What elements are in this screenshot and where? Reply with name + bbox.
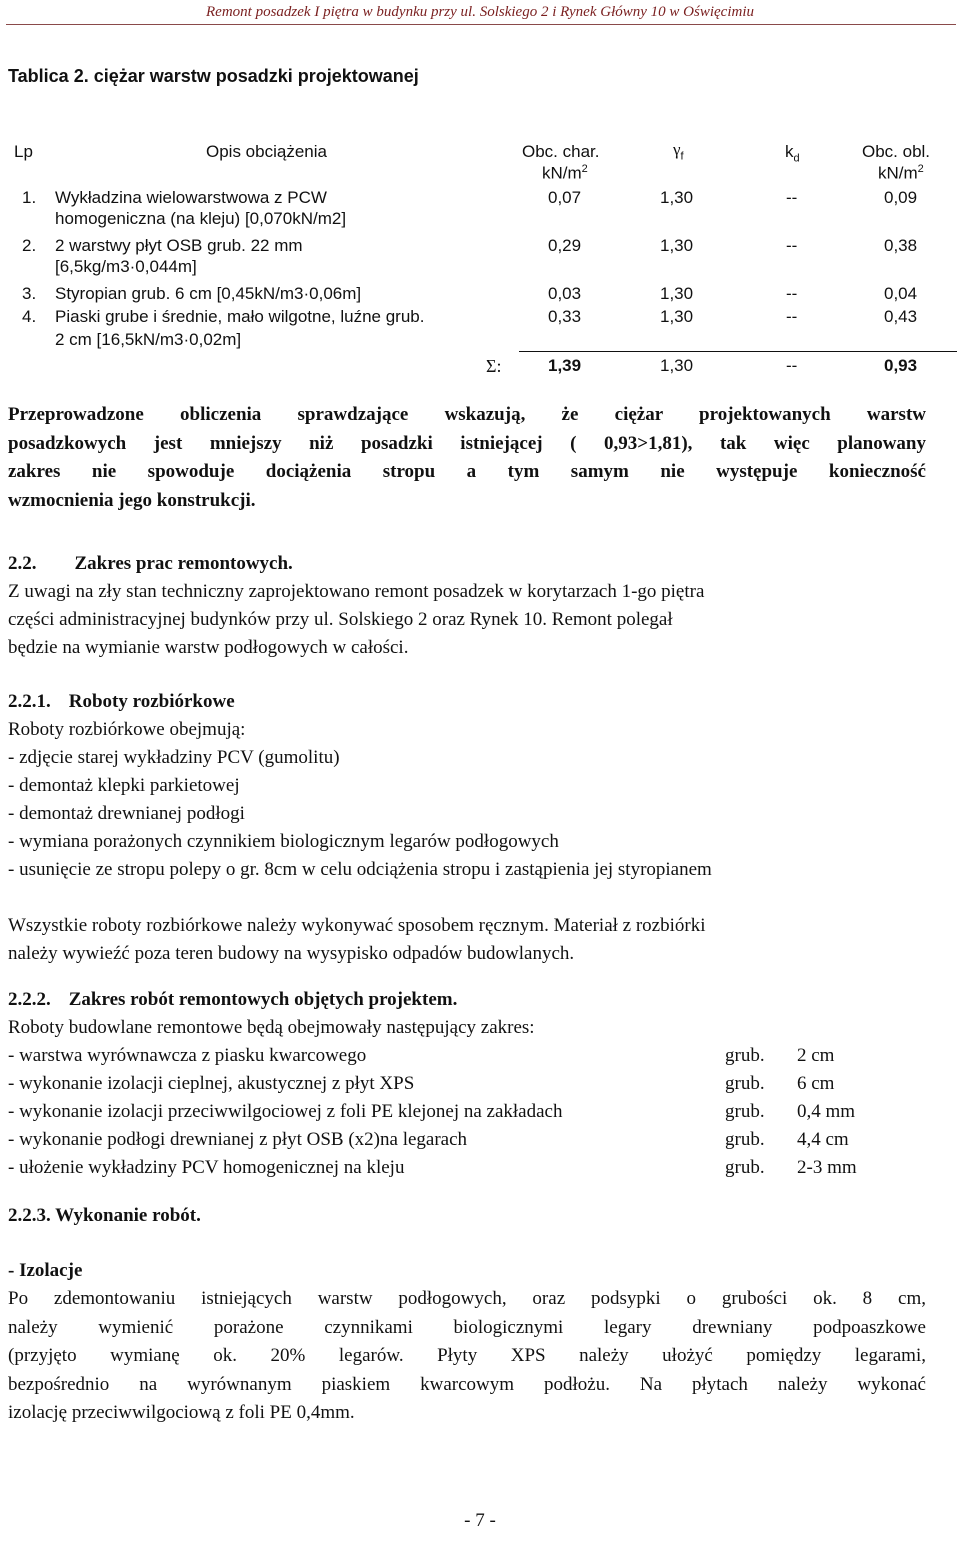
running-header: Remont posadzek I piętra w budynku przy ul. Solskiego 2 i Rynek Główny 10 w Oświęcimiu bbox=[206, 4, 754, 20]
table-row-obl: 0,09 bbox=[884, 188, 918, 207]
table-row-kd: -- bbox=[786, 188, 798, 207]
table-row-desc: 2 warstwy płyt OSB grub. 22 mm bbox=[55, 236, 303, 255]
col-header-lp: Lp bbox=[14, 142, 33, 161]
table-row-kd: -- bbox=[786, 284, 798, 303]
col-header-obc-char-unit: $kN/m^2$ bbox=[542, 163, 588, 183]
list-item: - wykonanie podłogi drewnianej z płyt OSB (x2)na legarach bbox=[8, 1129, 468, 1150]
col-header-obc-obl-unit: $kN/m^2$ bbox=[878, 163, 924, 183]
table-row-lp: 2. bbox=[22, 236, 37, 255]
list-item: - wymiana porażonych czynnikiem biologicznym legarów podłogowych bbox=[8, 831, 559, 852]
scope-value-column bbox=[797, 1042, 857, 1182]
table-row-char: 0,07 bbox=[548, 188, 582, 207]
paragraph-line: izolację przeciwwilgociową z foli PE 0,4mm. bbox=[8, 1402, 355, 1423]
page-number: - 7 - bbox=[464, 1510, 496, 1531]
list-item: Roboty rozbiórkowe obejmują: bbox=[8, 719, 246, 740]
sum-gamma: 1,30 bbox=[660, 356, 694, 375]
grub-label: grub. bbox=[725, 1073, 765, 1094]
paragraph-line: należy wymienić porażone czynnikami biologicznymi legary drewniany podpoaszkowe bbox=[8, 1316, 926, 1338]
grub-label: grub. bbox=[725, 1157, 765, 1178]
section-2-2-text bbox=[8, 578, 704, 662]
paragraph-line: będzie na wymianie warstw podłogowych w całości. bbox=[8, 637, 409, 658]
table-row-gamma: 1,30 bbox=[660, 188, 694, 207]
thickness-value: 2 cm bbox=[797, 1045, 835, 1066]
table-row-char: 0,33 bbox=[548, 307, 582, 326]
paragraph-line: (przyjęto wymianę ok. 20% legarów. Płyty XPS należy ułożyć pomiędzy legarami, bbox=[8, 1345, 926, 1366]
sum-label: Σ: bbox=[486, 356, 502, 376]
paragraph-line: wzmocnienia jego konstrukcji. bbox=[8, 489, 256, 511]
list-item: - demontaż klepki parkietowej bbox=[8, 775, 240, 796]
table-row-obl: 0,38 bbox=[884, 236, 918, 255]
thickness-value: 4,4 cm bbox=[797, 1129, 849, 1150]
list-item: - demontaż drewnianej podłogi bbox=[8, 803, 245, 824]
section-heading-2-2: 2.2. Zakres prac remontowych. bbox=[8, 553, 293, 574]
paragraph-line: Przeprowadzone obliczenia sprawdzające wskazują, że ciężar projektowanych warstw bbox=[8, 404, 926, 425]
col-header-obc-obl: Obc. obl. bbox=[862, 142, 931, 161]
paragraph-line: bezpośrednio na wyrównanym piaskiem kwarcowym podłożu. Na płytach należy wykonać bbox=[8, 1373, 926, 1395]
table-row-char: 0,29 bbox=[548, 236, 582, 255]
paragraph-line: części administracyjnej budynków przy ul. Solskiego 2 oraz Rynek 10. Remont polegał bbox=[8, 609, 673, 630]
section-2-2-1-list bbox=[8, 716, 712, 884]
paragraph-line: zakres nie spowoduje dociążenia stropu a tym samym nie występuje konieczność bbox=[8, 461, 926, 482]
table-row-char: 0,03 bbox=[548, 284, 582, 303]
paragraph-line: Po zdemontowaniu istniejących warstw podłogowych, oraz podsypki o grubości ok. 8 cm, bbox=[8, 1288, 926, 1309]
list-item: - wykonanie izolacji cieplnej, akustycznej z płyt XPS bbox=[8, 1073, 415, 1094]
list-item: - zdjęcie starej wykładziny PCV (gumolitu) bbox=[8, 747, 340, 768]
sum-obl: 0,93 bbox=[884, 356, 918, 375]
table-row-gamma: 1,30 bbox=[660, 307, 694, 326]
col-header-gamma: $\gamma_f$ bbox=[673, 140, 684, 163]
table-row-obl: 0,43 bbox=[884, 307, 918, 326]
thickness-value: 0,4 mm bbox=[797, 1101, 856, 1122]
section-heading-2-2-2: 2.2.2. Zakres robót remontowych objętych projektem. bbox=[8, 989, 458, 1010]
table-row-desc-cont: 2 cm [16,5kN/m3·0,02m] bbox=[55, 330, 242, 349]
section-heading-2-2-3: 2.2.3. Wykonanie robót. bbox=[8, 1205, 201, 1226]
sum-divider bbox=[519, 351, 957, 352]
table-title: Tablica 2. ciężar warstw posadzki projektowanej bbox=[8, 66, 419, 86]
table-row-lp: 4. bbox=[22, 307, 37, 326]
scope-grub-column bbox=[725, 1042, 765, 1182]
sum-kd: -- bbox=[786, 356, 798, 375]
grub-label: grub. bbox=[725, 1129, 765, 1150]
list-item: - usunięcie ze stropu polepy o gr. 8cm w celu odciążenia stropu i zastąpienia jej styropianem bbox=[8, 859, 712, 880]
list-item: - wykonanie izolacji przeciwwilgociowej z foli PE klejonej na zakładach bbox=[8, 1101, 563, 1122]
paragraph-line: posadzkowych jest mniejszy niż posadzki istniejącej ( 0,93>1,81), tak więc planowany bbox=[8, 432, 926, 454]
header-divider bbox=[6, 24, 956, 25]
table-row-desc-cont: homogeniczna (na kleju) [0,070kN/m2] bbox=[55, 209, 347, 228]
table-row-kd: -- bbox=[786, 236, 798, 255]
thickness-value: 2-3 mm bbox=[797, 1157, 857, 1178]
paragraph-line: należy wywieźć poza teren budowy na wysypisko odpadów budowlanych. bbox=[8, 943, 575, 964]
table-row-gamma: 1,30 bbox=[660, 236, 694, 255]
conclusion-paragraph bbox=[8, 401, 926, 515]
sum-char: 1,39 bbox=[548, 356, 582, 375]
col-header-kd: $k_d$ bbox=[785, 142, 800, 165]
table-row-lp: 1. bbox=[22, 188, 37, 207]
list-item: - ułożenie wykładziny PCV homogenicznej na kleju bbox=[8, 1157, 405, 1178]
list-item: - warstwa wyrównawcza z piasku kwarcowego bbox=[8, 1045, 367, 1066]
thickness-value: 6 cm bbox=[797, 1073, 835, 1094]
table-row-desc: Styropian grub. 6 cm [0,45kN/m3·0,06m] bbox=[55, 284, 362, 303]
table-row-desc: Wykładzina wielowarstwowa z PCW bbox=[55, 188, 327, 207]
col-header-opis: Opis obciążenia bbox=[206, 142, 327, 161]
paragraph-line: Z uwagi na zły stan techniczny zaprojektowano remont posadzek w korytarzach 1-go piętra bbox=[8, 581, 705, 602]
section-heading-2-2-1: 2.2.1. Roboty rozbiórkowe bbox=[8, 691, 235, 712]
izolacje-paragraph bbox=[8, 1285, 926, 1428]
table-row-gamma: 1,30 bbox=[660, 284, 694, 303]
grub-label: grub. bbox=[725, 1045, 765, 1066]
col-header-obc-char: Obc. char. bbox=[522, 142, 600, 161]
table-row-desc-cont: [6,5kg/m3·0,044m] bbox=[55, 257, 197, 276]
table-row-obl: 0,04 bbox=[884, 284, 918, 303]
subheading-izolacje: - Izolacje bbox=[8, 1260, 83, 1281]
section-2-2-1-after bbox=[8, 912, 706, 968]
table-row-lp: 3. bbox=[22, 284, 37, 303]
section-2-2-2-intro: Roboty budowlane remontowe będą obejmowały następujący zakres: bbox=[8, 1017, 535, 1038]
table-row-kd: -- bbox=[786, 307, 798, 326]
scope-list bbox=[8, 1042, 562, 1182]
paragraph-line: Wszystkie roboty rozbiórkowe należy wykonywać sposobem ręcznym. Materiał z rozbiórki bbox=[8, 915, 706, 936]
table-row-desc: Piaski grube i średnie, mało wilgotne, luźne grub. bbox=[55, 307, 425, 326]
grub-label: grub. bbox=[725, 1101, 765, 1122]
